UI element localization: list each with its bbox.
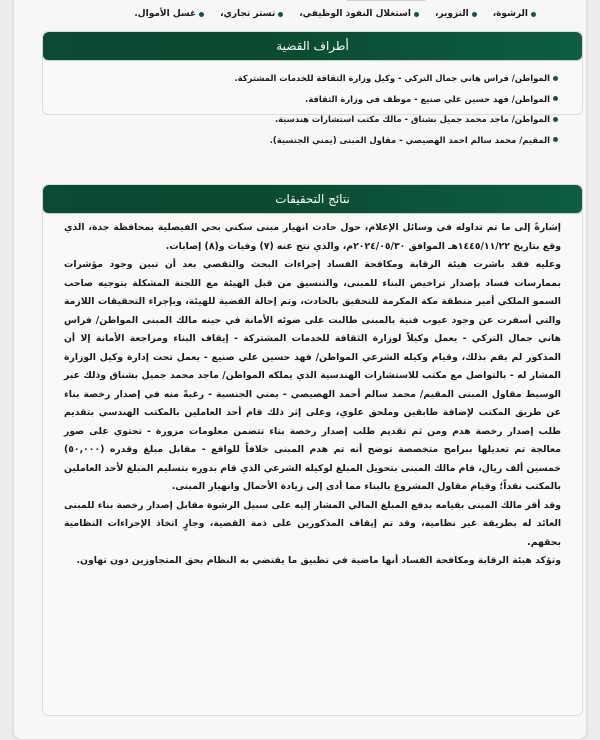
- party-item: [43, 109, 558, 130]
- paragraph: وعليه فقد باشرت هيئة الرقابة ومكافحة الفساد إجراءات البحث والتقصي بعد أن تبين وجود مؤشرات بممارسات فساد بإصدار تراخيص البناء للمبنى، والتنسيق من قبل الهيئة مع اللجنة المشكلة بتوجيه صاحب السمو الملكي أمير منطقة مكة المكرمة للتحقيق بالحادث، وتم إحالة القضية للهيئة، وبإجراء التحقيقات اللازمة والتي أسفرت عن وجود عيوب فنية بالمبنى طالبت على ضوئه الأمانة في حينه مالك المبنى المواطن/ فراس هاني جمال التركي - يعمل وكيلاً لوزارة الثقافة للخدمات المشتركة - إيقاف البناء ومراجعة الأمانة إلا أن المذكور لم يقم بذلك، وقيام وكيله الشرعي المواطن/ فهد حسين علي صنيع - يعمل تحت إدارة وكيل الوزارة المشار له - بالتواصل مع مكتب للاستشارات الهندسية الذي يملكه المواطن/ ماجد محمد جميل بشناق وذلك عبر الوسيط مقاول المبنى المقيم/ محمد سالم أحمد الهصيصي - يمني الجنسية - رغبةً منه في إصدار رخصة بناء عن طريق المكتب لإضافة طابقين وملحق علوي، وعلى إثر ذلك قام أحد العاملين بالمكتب الهندسي بتقديم طلب إصدار رخصة هدم ومن ثم تقديم طلب إصدار رخصة بناء تتضمن معلومات مزورة - تحتوي على صور معالجة تم تعديلها ببرامج متخصصة توضح أنه تم هدم المبنى خلافاً للواقع - مقابل مبلغ وقدره (٥٠,٠٠٠) خمسين ألف ريال، قام مالك المبنى بتحويل المبلغ لوكيله الشرعي الذي قام بدوره بتسليم المبلغ لأحد العاملين بالمكتب نقداً؛ وقيام مقاول المشروع بالبناء مما أدى إلى زيادة الأحمال وانهيار المبنى.: [64, 259, 561, 492]
- bullet-icon: [472, 12, 477, 17]
- crime-label: استغلال النفوذ الوظيفي،: [299, 9, 411, 19]
- crime-item: [435, 9, 477, 19]
- party-item: [43, 130, 558, 151]
- results-body: [43, 213, 582, 571]
- party-text: المواطن/ ماجد محمد جميل بشناق - مالك مكتب استشارات هندسية.: [275, 114, 550, 124]
- document-page: [13, 0, 587, 740]
- crime-item: [299, 9, 419, 19]
- case-parties-section: [42, 31, 583, 145]
- bullet-icon: [278, 12, 283, 17]
- paragraph: إشارةً إلى ما تم تداوله في وسائل الإعلام، حول حادث انهيار مبنى سكني بحي الفيصلية بمحافظة جدة، الذي وقع بتاريخ ١٤٤٥/١١/٢٢هـ الموافق ٢٠٢٤/٠٥/٣٠م، والذي نتج عنه (٧) وفيات و(٨) إصابات.: [64, 222, 561, 252]
- bullet-icon: [414, 12, 419, 17]
- bullet-icon: [531, 12, 536, 17]
- party-text: المواطن/ فهد حسين علي صنيع - موظف في وزارة الثقافة.: [305, 93, 550, 104]
- section-title: أطراف القضية: [43, 32, 582, 60]
- crime-item: [134, 9, 204, 19]
- crime-label: التزوير،: [434, 9, 469, 19]
- crimes-list: [134, 9, 536, 19]
- section-title: نتائج التحقيقات: [43, 185, 582, 213]
- bullet-icon: [553, 137, 558, 142]
- party-text: المواطن/ فراس هاني جمال التركي - وكيل وزارة الثقافة للخدمات المشتركة.: [234, 73, 550, 83]
- crime-item: [493, 9, 536, 19]
- party-text: المقيم/ محمد سالم احمد الهصيصي - مقاول المبنى (يمني الجنسية).: [269, 134, 550, 145]
- crime-label: غسل الأموال.: [134, 9, 197, 19]
- parties-list: [43, 68, 558, 150]
- bullet-icon: [199, 12, 204, 17]
- party-item: [43, 89, 558, 110]
- party-item: [43, 68, 558, 89]
- paragraph: وتؤكد هيئة الرقابة ومكافحة الفساد أنها ماضية في تطبيق ما يقتضي به النظام بحق المتجاوزين دون تهاون.: [76, 555, 561, 566]
- crime-label: تستر تجاري،: [220, 9, 276, 19]
- investigation-results-section: [42, 184, 583, 716]
- paragraph: وقد أقر مالك المبنى بقيامه بدفع المبلغ المالي المشار إليه على سبيل الرشوة مقابل إصدار رخصة بناء للمبنى العائد له بطريقة غير نظامية، وقد تم إيقاف المذكورين على ذمة القضية، وجارٍ اتخاذ الإجراءات النظامية بحقهم.: [64, 499, 561, 548]
- bullet-icon: [553, 117, 558, 122]
- bullet-icon: [553, 76, 558, 81]
- bullet-icon: [553, 96, 558, 101]
- crime-item: [220, 9, 283, 19]
- crime-label: الرشوة،: [492, 9, 528, 19]
- top-box: [346, 0, 426, 1]
